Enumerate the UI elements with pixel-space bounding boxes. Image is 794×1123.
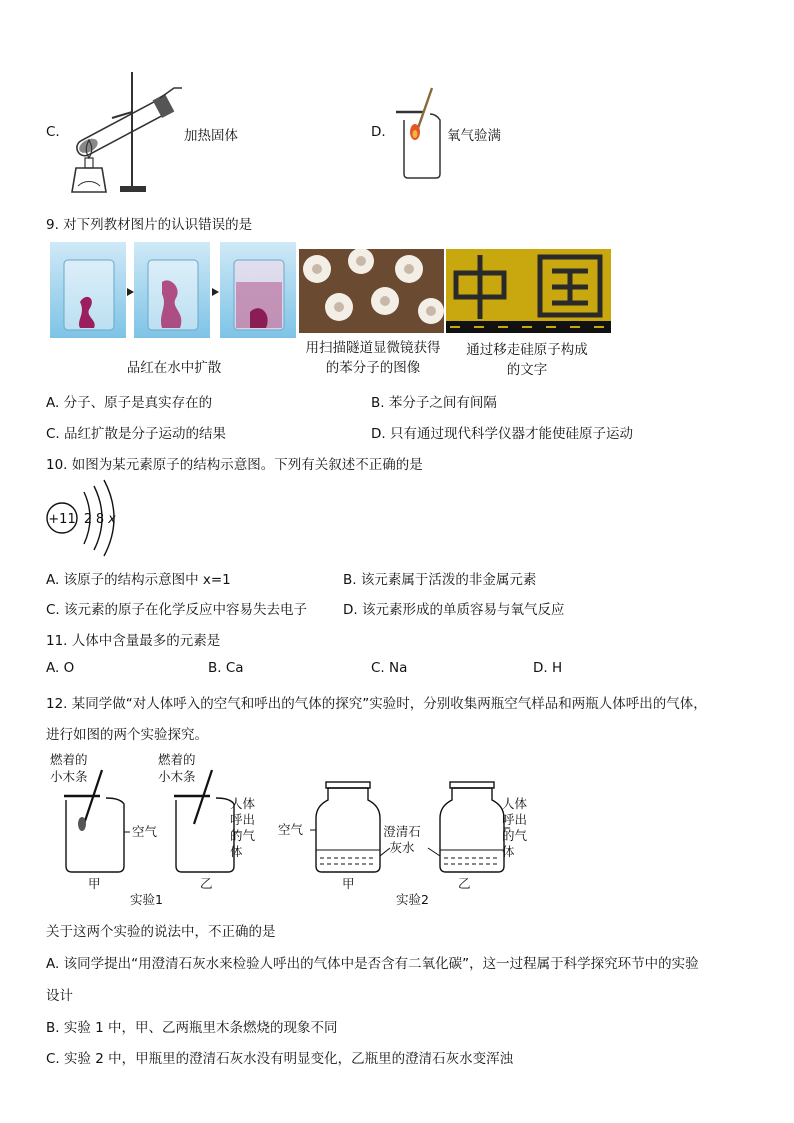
q10-option-d: D. 该元素形成的单质容易与氧气反应 [343,602,565,618]
q11-option-c: C. Na [371,660,408,676]
q12-option-a-line2: 设计 [46,988,73,1004]
yi-label-2: 乙 [458,876,471,891]
q9-option-d: D. 只有通过现代科学仪器才能使硅原子运动 [371,426,633,442]
oxygen-test-bottle-diagram [396,86,444,180]
option-d-text: 氧气验满 [447,128,501,144]
q10-option-a: A. 该原子的结构示意图中 x=1 [46,572,231,588]
q12-option-a-line1: A. 该同学提出“用澄清石灰水来检验人呼出的气体中是否含有二氧化碳”，这一过程属于科学探究环节中的实验 [46,956,699,972]
silicon-atom-characters-image [446,249,611,333]
breath-experiment-diagram [44,748,544,908]
burning-stick-label-2: 燃着的 小木条 [158,752,196,784]
option-d-label: D. [371,124,386,140]
shell-1-electrons: 2 [83,512,93,527]
heating-solid-apparatus-diagram [62,68,182,196]
exhaled-label-1: 人体呼出的气体 [230,796,256,859]
jia-label-1: 甲 [88,876,101,891]
q10-option-b: B. 该元素属于活泼的非金属元素 [343,572,537,588]
yi-label-1: 乙 [200,876,213,891]
atom-structure-diagram [44,478,124,558]
question-9-stem: 9. 对下列教材图片的认识错误的是 [46,217,253,233]
question-12-stem-line2: 进行如图的两个实验探究。 [46,727,208,743]
q9-option-b: B. 苯分子之间有间隔 [371,395,497,411]
caption-benzene-image: 用扫描隧道显微镜获得的苯分子的图像 [305,340,441,376]
caption-silicon-characters: 通过移走硅原子构成的文字 [466,342,588,378]
caption-dye-diffusion: 品红在水中扩散 [126,360,222,376]
question-12-stem-line1: 12. 某同学做“对人体呼入的空气和呼出的气体的探究”实验时，分别收集两瓶空气样品和两瓶人体呼出的气体， [46,696,707,712]
question-12-sub-stem: 关于这两个实验的说法中，不正确的是 [46,924,276,940]
experiment-2-label: 实验2 [396,892,429,907]
q12-option-b: B. 实验 1 中，甲、乙两瓶里木条燃烧的现象不同 [46,1020,338,1036]
question-10-stem: 10. 如图为某元素原子的结构示意图。下列有关叙述不正确的是 [46,457,423,473]
shell-2-electrons: 8 [95,512,105,527]
beaker-diffusion-photos [50,242,298,338]
q11-option-a: A. O [46,660,75,676]
air-label-2: 空气 [278,822,304,837]
jia-label-2: 甲 [342,876,355,891]
nucleus-charge: +11 [48,512,76,527]
q11-option-d: D. H [533,660,563,676]
q9-option-c: C. 品红扩散是分子运动的结果 [46,426,227,442]
burning-stick-label-1: 燃着的 小木条 [50,752,88,784]
air-label-1: 空气 [132,824,158,839]
experiment-1-label: 实验1 [130,892,163,907]
exhaled-label-2: 人体呼出的气体 [502,796,528,859]
shell-3-electrons: x [108,512,116,527]
option-c-text: 加热固体 [184,128,238,144]
q9-option-a: A. 分子、原子是真实存在的 [46,395,213,411]
q11-option-b: B. Ca [208,660,244,676]
question-11-stem: 11. 人体中含量最多的元素是 [46,633,221,649]
option-c-label: C. [46,124,60,140]
limewater-label: 澄清石灰水 [383,824,421,855]
q12-option-c: C. 实验 2 中，甲瓶里的澄清石灰水没有明显变化，乙瓶里的澄清石灰水变浑浊 [46,1051,514,1067]
benzene-stm-image [299,249,444,333]
q10-option-c: C. 该元素的原子在化学反应中容易失去电子 [46,602,308,618]
